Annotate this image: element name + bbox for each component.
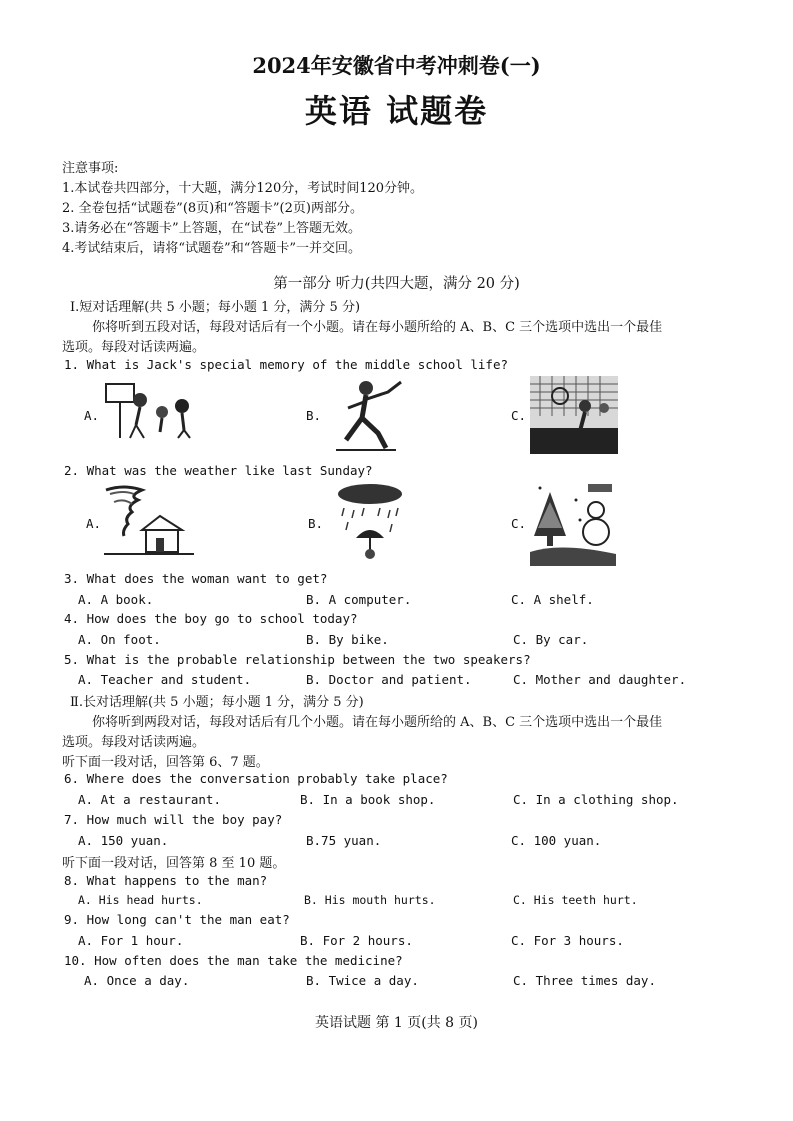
q5-option-b: B. Doctor and patient. xyxy=(306,672,472,687)
q1-stem: 1. What is Jack's special memory of the middle school life? xyxy=(64,357,509,372)
q7-option-a: A. 150 yuan. xyxy=(78,833,169,848)
section1-heading: Ⅰ.短对话理解(共 5 小题；每小题 1 分，满分 5 分) xyxy=(70,300,361,315)
q6-option-a: A. At a restaurant. xyxy=(78,792,221,807)
q3-stem: 3. What does the woman want to get? xyxy=(64,571,328,586)
q2-option-c: C. xyxy=(511,516,527,531)
q4-option-c: C. By car. xyxy=(513,632,589,647)
q3-option-c: C. A shelf. xyxy=(511,592,594,607)
q4-stem: 4. How does the boy go to school today? xyxy=(64,611,358,626)
q6-option-c: C. In a clothing shop. xyxy=(513,792,679,807)
q10-stem: 10. How often does the man take the medicine? xyxy=(64,953,403,968)
exam-title: 2024年安徽省中考冲刺卷(一) xyxy=(252,53,541,78)
q1-option-a: A. xyxy=(84,408,100,423)
q10-option-a: A. Once a day. xyxy=(84,973,190,988)
q8-option-b: B. His mouth hurts. xyxy=(304,893,436,907)
note-item-2: 2. 全卷包括“试题卷”(8页)和“答题卡”(2页)两部分。 xyxy=(62,201,363,216)
notes-heading: 注意事项: xyxy=(62,161,119,176)
q10-option-b: B. Twice a day. xyxy=(306,973,419,988)
q8-option-c: C. His teeth hurt. xyxy=(513,893,638,907)
dialog2-note: 听下面一段对话，回答第 8 至 10 题。 xyxy=(62,856,286,871)
q6-stem: 6. Where does the conversation probably take place? xyxy=(64,771,448,786)
q9-option-a: A. For 1 hour. xyxy=(78,933,184,948)
section1-instr-1: 你将听到五段对话，每段对话后有一个小题。请在每小题所给的 A、B、C 三个选项中选出一个最佳 xyxy=(92,320,663,335)
note-item-3: 3.请务必在“答题卡”上答题，在“试卷”上答题无效。 xyxy=(62,221,361,236)
q1-option-c: C. xyxy=(511,408,527,423)
q9-option-b: B. For 2 hours. xyxy=(300,933,413,948)
section1-instr-2: 选项。每段对话读两遍。 xyxy=(62,340,206,355)
q6-option-b: B. In a book shop. xyxy=(300,792,436,807)
exam-subtitle: 英语 试题卷 xyxy=(304,92,489,130)
q5-option-a: A. Teacher and student. xyxy=(78,672,252,687)
q7-option-c: C. 100 yuan. xyxy=(511,833,602,848)
q4-option-a: A. On foot. xyxy=(78,632,161,647)
q2-rain-image xyxy=(330,482,410,566)
q9-option-c: C. For 3 hours. xyxy=(511,933,624,948)
q3-option-a: A. A book. xyxy=(78,592,154,607)
q2-option-b: B. xyxy=(308,516,324,531)
note-item-1: 1.本试卷共四部分，十大题，满分120分，考试时间120分钟。 xyxy=(62,181,424,196)
page-footer: 英语试题 第 1 页(共 8 页) xyxy=(315,1015,478,1031)
q2-tornado-image xyxy=(104,484,194,560)
section2-heading: Ⅱ.长对话理解(共 5 小题；每小题 1 分，满分 5 分) xyxy=(70,695,364,710)
q8-stem: 8. What happens to the man? xyxy=(64,873,268,888)
q3-option-b: B. A computer. xyxy=(306,592,412,607)
q2-stem: 2. What was the weather like last Sunday? xyxy=(64,463,373,478)
q8-option-a: A. His head hurts. xyxy=(78,893,203,907)
note-item-4: 4.考试结束后，请将“试题卷”和“答题卡”一并交回。 xyxy=(62,241,361,256)
section2-instr-1: 你将听到两段对话，每段对话后有几个小题。请在每小题所给的 A、B、C 三个选项中选出一个最佳 xyxy=(92,715,663,730)
q5-option-c: C. Mother and daughter. xyxy=(513,672,687,687)
q1-tennis-image xyxy=(530,376,618,458)
q1-baseball-image xyxy=(326,378,406,457)
q1-basketball-image xyxy=(102,380,197,444)
q9-stem: 9. How long can't the man eat? xyxy=(64,912,290,927)
section2-instr-2: 选项。每段对话读两遍。 xyxy=(62,735,206,750)
q7-option-b: B.75 yuan. xyxy=(306,833,382,848)
q2-snow-image xyxy=(530,480,616,570)
q2-option-a: A. xyxy=(86,516,102,531)
q5-stem: 5. What is the probable relationship between the two speakers? xyxy=(64,652,531,667)
part1-heading: 第一部分 听力(共四大题，满分 20 分) xyxy=(273,276,520,292)
q4-option-b: B. By bike. xyxy=(306,632,389,647)
q1-option-b: B. xyxy=(306,408,322,423)
q10-option-c: C. Three times day. xyxy=(513,973,656,988)
dialog1-note: 听下面一段对话，回答第 6、7 题。 xyxy=(62,755,269,770)
q7-stem: 7. How much will the boy pay? xyxy=(64,812,283,827)
